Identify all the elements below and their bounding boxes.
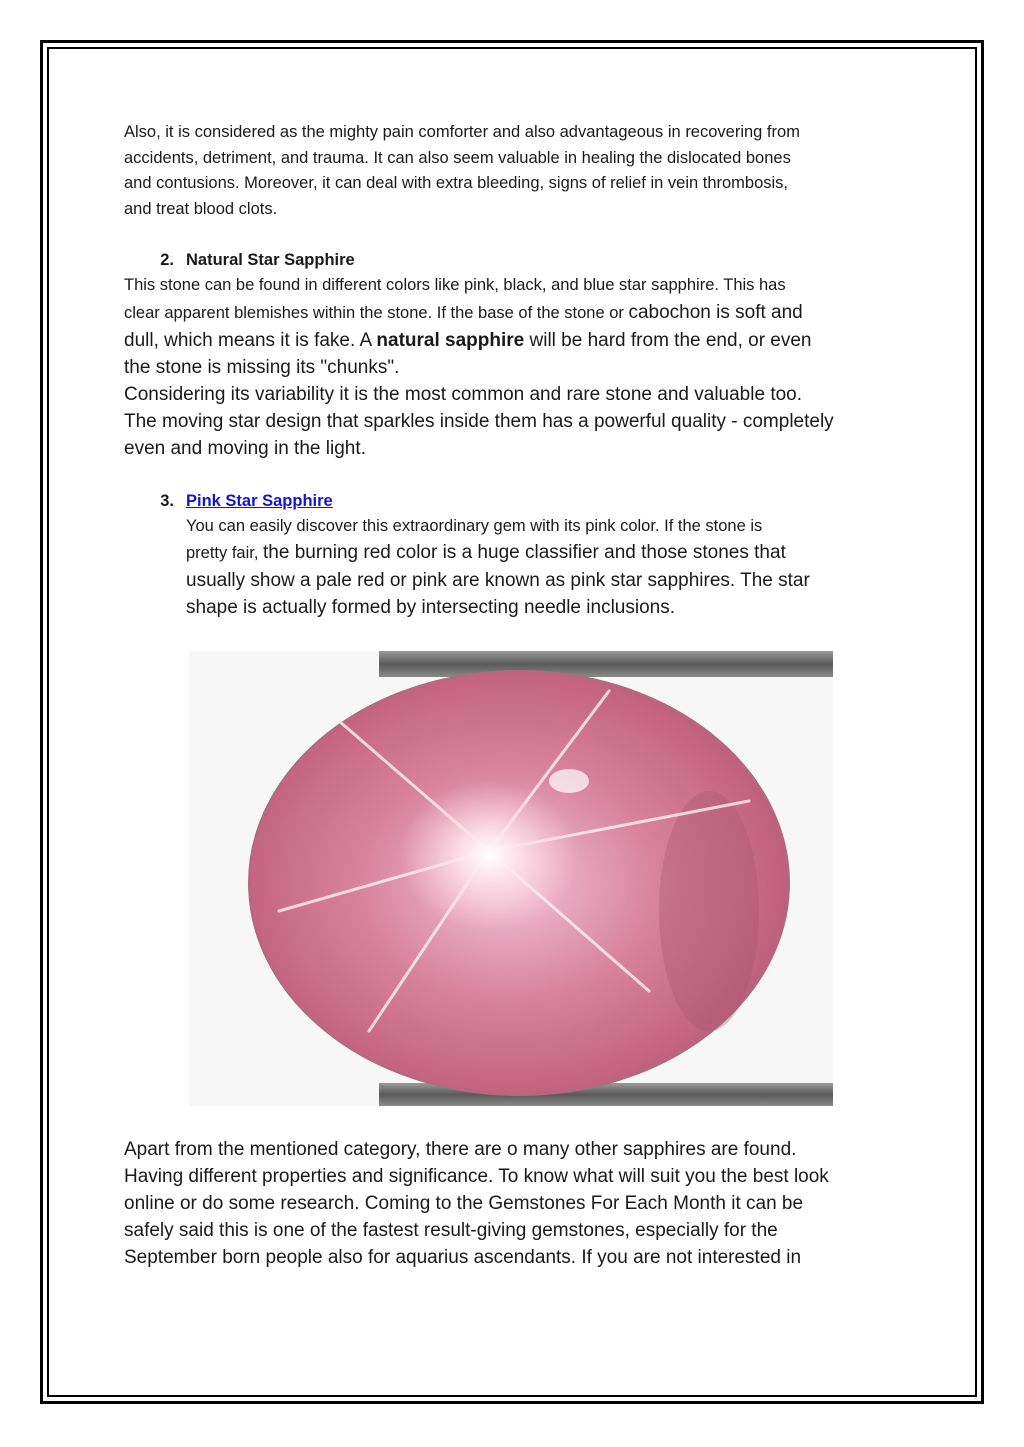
text-line: even and moving in the light.: [124, 437, 366, 459]
text-span: cabochon is soft and: [628, 301, 803, 323]
section-3-body: [186, 514, 914, 622]
section-number: 3.: [160, 491, 174, 510]
text-span: the burning red color is a huge classifier and those stones that: [263, 542, 786, 563]
text-line: shape is actually formed by intersecting needle inclusions.: [186, 597, 675, 618]
text-line: Considering its variability it is the most common and rare stone and valuable too.: [124, 383, 803, 405]
section-2-heading: [124, 248, 914, 273]
text-line: and contusions. Moreover, it can deal with extra bleeding, signs of relief in vein thrombosis,: [124, 174, 789, 192]
star-center-glow: [399, 781, 579, 931]
highlight: [549, 769, 589, 793]
text-line: accidents, detriment, and trauma. It can also seem valuable in healing the dislocated bones: [124, 148, 791, 167]
document-body: [124, 120, 914, 621]
text-line: online or do some research. Coming to the Gemstones For Each Month it can be: [124, 1193, 804, 1214]
text-line: [186, 539, 914, 567]
text-line: safely said this is one of the fastest result-giving gemstones, especially for the: [124, 1220, 778, 1241]
pink-star-sapphire-image: [189, 651, 833, 1106]
intro-paragraph: [124, 120, 914, 222]
text-line: Apart from the mentioned category, there are o many other sapphires are found.: [124, 1139, 797, 1160]
text-span: clear apparent blemishes within the stone. If the base of the stone or: [124, 303, 629, 322]
text-line: and treat blood clots.: [124, 199, 278, 218]
text-line: Also, it is considered as the mighty pain comforter and also advantageous in recovering from: [124, 123, 800, 141]
gem-illustration: [189, 651, 833, 1106]
pink-star-sapphire-link[interactable]: Pink Star Sapphire: [186, 491, 333, 510]
gem-shadow: [659, 791, 759, 1031]
section-title: Natural Star Sapphire: [186, 251, 355, 269]
text-span: pretty fair,: [186, 544, 264, 562]
text-span: dull, which means it is fake. A: [124, 329, 377, 351]
text-line: the stone is missing its "chunks".: [124, 356, 400, 378]
text-line: [124, 299, 914, 327]
text-line: You can easily discover this extraordinary gem with its pink color. If the stone is: [186, 516, 763, 535]
bold-keyword: natural sapphire: [376, 329, 525, 351]
text-line: [124, 327, 914, 354]
text-line: This stone can be found in different colors like pink, black, and blue star sapphire. This has: [124, 276, 786, 294]
text-line: September born people also for aquarius ascendants. If you are not interested in: [124, 1247, 802, 1268]
closing-paragraph: [124, 1136, 924, 1271]
tweezer-top: [379, 651, 833, 677]
text-line: Having different properties and significance. To know what will suit you the best look: [124, 1166, 829, 1187]
section-2-body: [124, 273, 914, 462]
text-line: The moving star design that sparkles inside them has a powerful quality - completely: [124, 410, 834, 432]
text-span: will be hard from the end, or even: [524, 329, 812, 351]
section-number: 2.: [160, 251, 174, 269]
section-3-heading: [124, 489, 914, 514]
text-line: usually show a pale red or pink are known as pink star sapphires. The star: [186, 570, 810, 591]
